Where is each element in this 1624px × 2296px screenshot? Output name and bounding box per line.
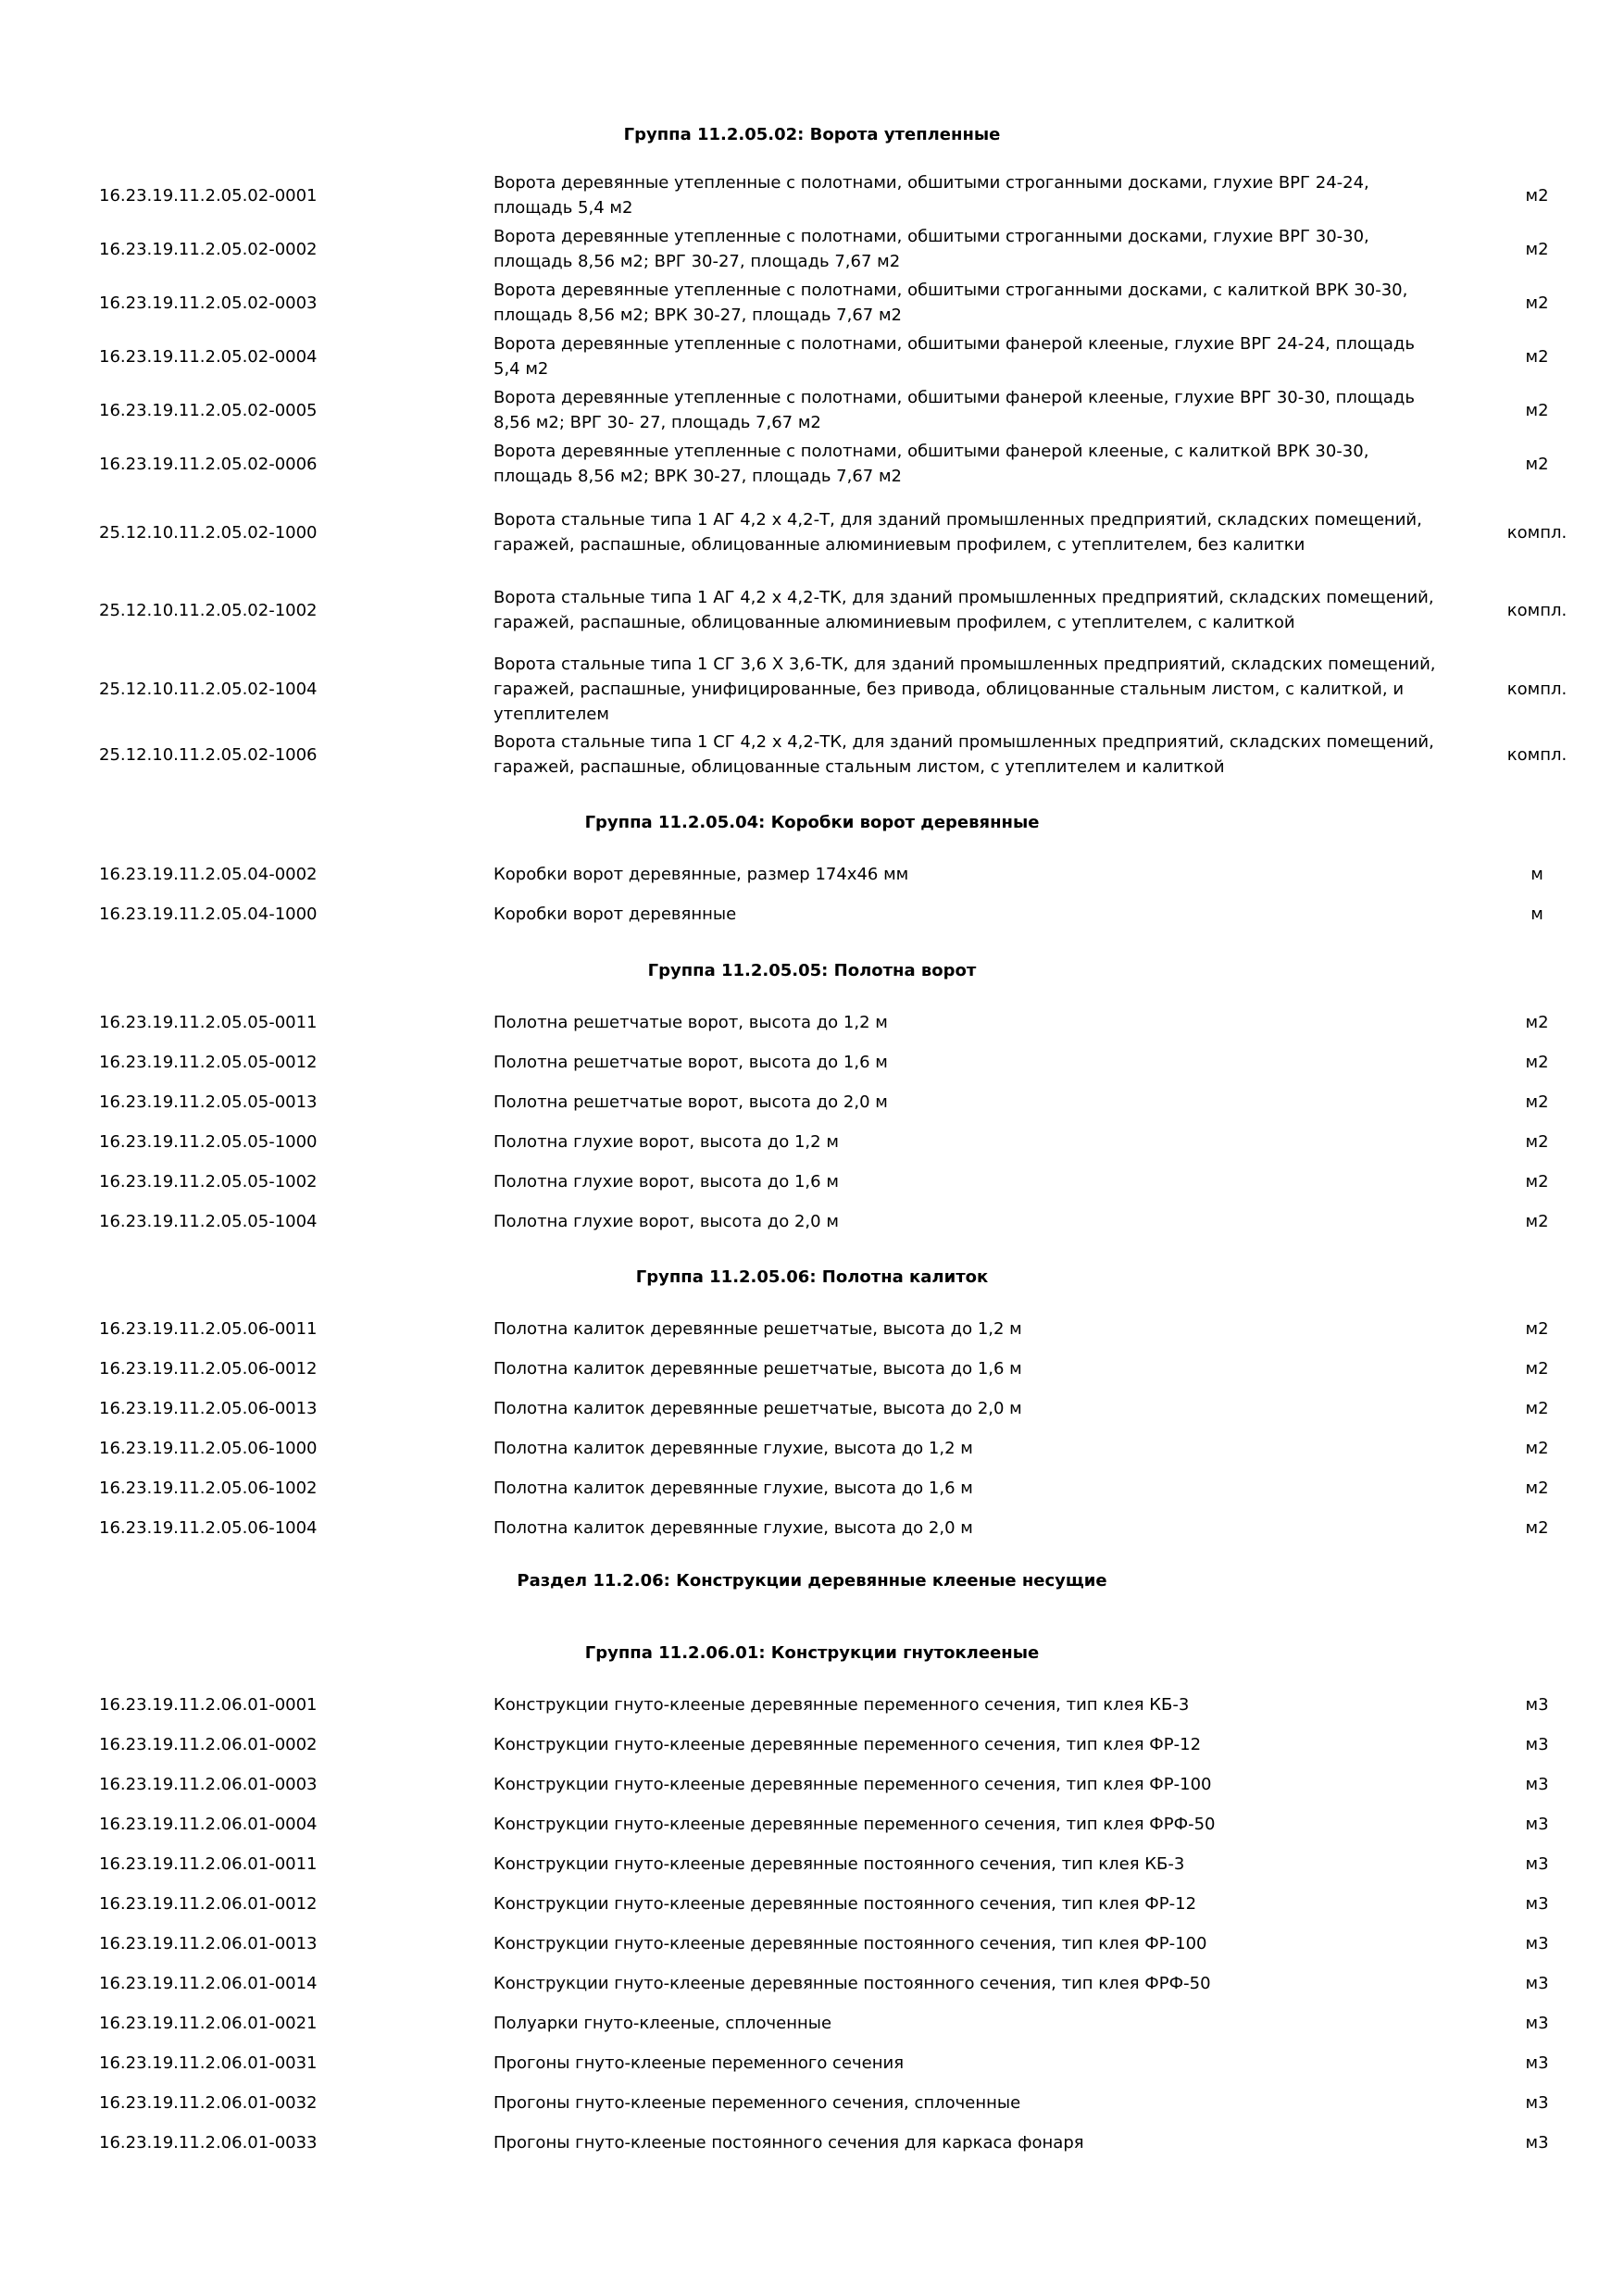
table-row	[0, 1207, 1624, 1235]
resource-code: 16.23.19.11.2.05.06-0013	[99, 1398, 318, 1418]
unit-of-measure: компл.	[1506, 600, 1568, 620]
unit-of-measure: м2	[1525, 1171, 1549, 1192]
resource-description: Конструкции гнуто-клееные деревянные постоянного сечения, тип клея ФР-12	[493, 1893, 1197, 1914]
resource-description: Конструкции гнуто-клееные деревянные переменного сечения, тип клея ФР-100	[493, 1774, 1212, 1794]
unit-of-measure: компл.	[1506, 679, 1568, 699]
table-row	[0, 1474, 1624, 1502]
resource-code: 16.23.19.11.2.05.06-0011	[99, 1318, 318, 1339]
unit-of-measure: м2	[1525, 1092, 1549, 1112]
resource-description: Прогоны гнуто-клееные переменного сечения, сплоченные	[493, 2092, 1021, 2113]
resource-description: Ворота деревянные утепленные с полотнами, обшитыми строганными досками, глухие ВРГ 24-24, площадь 5,4 м2	[493, 173, 1369, 218]
table-row	[0, 2128, 1624, 2156]
group-heading: Группа 11.2.06.01: Конструкции гнутоклееные	[584, 1643, 1040, 1663]
resource-code: 16.23.19.11.2.06.01-0012	[99, 1893, 318, 1914]
resource-code: 16.23.19.11.2.05.02-0002	[99, 239, 318, 259]
resource-code: 25.12.10.11.2.05.02-1002	[99, 600, 318, 620]
table-row	[0, 1167, 1624, 1195]
table-row	[0, 387, 1624, 433]
table-row	[0, 1128, 1624, 1155]
group-heading: Группа 11.2.05.06: Полотна калиток	[635, 1267, 989, 1287]
table-row	[0, 650, 1624, 728]
resource-code: 16.23.19.11.2.05.05-0012	[99, 1052, 318, 1072]
unit-of-measure: м3	[1525, 1694, 1549, 1715]
resource-description: Ворота деревянные утепленные с полотнами, обшитыми строганными досками, глухие ВРГ 30-30, площадь 8,56 м2; ВРГ 30-27, площадь 7,67 м2	[493, 227, 1369, 271]
resource-code: 16.23.19.11.2.06.01-0001	[99, 1694, 318, 1715]
unit-of-measure: м3	[1525, 2092, 1549, 2113]
unit-of-measure: м2	[1525, 239, 1549, 259]
unit-of-measure: м2	[1525, 1478, 1549, 1498]
resource-code: 16.23.19.11.2.05.05-1000	[99, 1131, 318, 1152]
table-row	[0, 1008, 1624, 1036]
resource-description: Прогоны гнуто-клееные постоянного сечения для каркаса фонаря	[493, 2132, 1084, 2152]
resource-description: Полотна глухие ворот, высота до 2,0 м	[493, 1211, 839, 1231]
resource-code: 16.23.19.11.2.06.01-0031	[99, 2053, 318, 2073]
table-row	[0, 1088, 1624, 1116]
resource-description: Ворота стальные типа 1 АГ 4,2 х 4,2-ТК, для зданий промышленных предприятий, складских помещений, гаражей, распашные, облицованные алюминиевым профилем, с утеплителем, с калиткой	[493, 588, 1434, 632]
unit-of-measure: компл.	[1506, 522, 1568, 543]
table-row	[0, 860, 1624, 888]
unit-of-measure: компл.	[1506, 744, 1568, 765]
table-row	[0, 572, 1624, 648]
unit-of-measure: м2	[1525, 1517, 1549, 1538]
unit-of-measure: м3	[1525, 1893, 1549, 1914]
unit-of-measure: м3	[1525, 1973, 1549, 1993]
resource-code: 16.23.19.11.2.05.02-0006	[99, 454, 318, 474]
resource-description: Ворота деревянные утепленные с полотнами, обшитыми фанерой клееные, глухие ВРГ 24-24, площадь 5,4 м2	[493, 334, 1415, 379]
resource-code: 16.23.19.11.2.05.05-0011	[99, 1012, 318, 1032]
section-heading: Раздел 11.2.06: Конструкции деревянные клееные несущие	[517, 1571, 1107, 1591]
resource-description: Полотна решетчатые ворот, высота до 2,0 м	[493, 1092, 888, 1112]
resource-code: 16.23.19.11.2.05.04-1000	[99, 904, 318, 924]
resource-description: Полотна калиток деревянные решетчатые, высота до 2,0 м	[493, 1398, 1022, 1418]
unit-of-measure: м2	[1525, 454, 1549, 474]
resource-code: 16.23.19.11.2.05.04-0002	[99, 864, 318, 884]
resource-description: Коробки ворот деревянные	[493, 904, 737, 924]
table-row	[0, 1394, 1624, 1422]
unit-of-measure: м2	[1525, 1052, 1549, 1072]
resource-description: Ворота стальные типа 1 СГ 3,6 Х 3,6-ТК, для зданий промышленных предприятий, складских помещений, гаражей, распашные, унифицированные, без привода, облицованные стальным листом, с калиткой, и утеплителем	[493, 654, 1436, 724]
unit-of-measure: м3	[1525, 1853, 1549, 1874]
resource-code: 16.23.19.11.2.06.01-0011	[99, 1853, 318, 1874]
resource-description: Полотна калиток деревянные глухие, высота до 2,0 м	[493, 1517, 973, 1538]
resource-description: Конструкции гнуто-клееные деревянные переменного сечения, тип клея КБ-3	[493, 1694, 1190, 1715]
unit-of-measure: м2	[1525, 1358, 1549, 1379]
resource-code: 16.23.19.11.2.05.02-0004	[99, 346, 318, 367]
table-row	[0, 1048, 1624, 1076]
resource-description: Полотна решетчатые ворот, высота до 1,6 м	[493, 1052, 888, 1072]
resource-code: 16.23.19.11.2.05.05-1004	[99, 1211, 318, 1231]
resource-code: 16.23.19.11.2.05.06-1004	[99, 1517, 318, 1538]
resource-code: 16.23.19.11.2.06.01-0013	[99, 1933, 318, 1953]
resource-code: 16.23.19.11.2.06.01-0004	[99, 1814, 318, 1834]
table-row	[0, 1929, 1624, 1957]
resource-code: 16.23.19.11.2.05.05-1002	[99, 1171, 318, 1192]
table-row	[0, 900, 1624, 928]
table-row	[0, 441, 1624, 487]
unit-of-measure: м2	[1525, 1131, 1549, 1152]
unit-of-measure: м2	[1525, 185, 1549, 206]
unit-of-measure: м2	[1525, 1211, 1549, 1231]
unit-of-measure: м2	[1525, 293, 1549, 313]
table-row	[0, 494, 1624, 570]
table-row	[0, 1770, 1624, 1798]
unit-of-measure: м3	[1525, 2053, 1549, 2073]
unit-of-measure: м3	[1525, 1734, 1549, 1754]
resource-description: Ворота деревянные утепленные с полотнами, обшитыми фанерой клееные, с калиткой ВРК 30-30, площадь 8,56 м2; ВРК 30-27, площадь 7,67 м2	[493, 442, 1369, 486]
table-row	[0, 1691, 1624, 1718]
unit-of-measure: м3	[1525, 1774, 1549, 1794]
unit-of-measure: м2	[1525, 1438, 1549, 1458]
resource-code: 16.23.19.11.2.05.06-1000	[99, 1438, 318, 1458]
unit-of-measure: м2	[1525, 346, 1549, 367]
resource-code: 16.23.19.11.2.06.01-0014	[99, 1973, 318, 1993]
group-heading: Группа 11.2.05.05: Полотна ворот	[647, 961, 977, 980]
unit-of-measure: м	[1530, 904, 1543, 924]
resource-code: 25.12.10.11.2.05.02-1006	[99, 744, 318, 765]
resource-description: Коробки ворот деревянные, размер 174х46 мм	[493, 864, 909, 884]
resource-code: 16.23.19.11.2.06.01-0003	[99, 1774, 318, 1794]
resource-description: Ворота деревянные утепленные с полотнами, обшитыми строганными досками, с калиткой ВРК 30-30, площадь 8,56 м2; ВРК 30-27, площадь 7,67 м2	[493, 281, 1408, 325]
unit-of-measure: м2	[1525, 1398, 1549, 1418]
resource-code: 16.23.19.11.2.06.01-0002	[99, 1734, 318, 1754]
resource-code: 16.23.19.11.2.05.02-0005	[99, 400, 318, 420]
resource-code: 16.23.19.11.2.05.02-0001	[99, 185, 318, 206]
resource-code: 16.23.19.11.2.05.05-0013	[99, 1092, 318, 1112]
unit-of-measure: м3	[1525, 1814, 1549, 1834]
resource-description: Полотна калиток деревянные глухие, высота до 1,6 м	[493, 1478, 973, 1498]
resource-description: Конструкции гнуто-клееные деревянные постоянного сечения, тип клея ФРФ-50	[493, 1973, 1211, 1993]
table-row	[0, 1315, 1624, 1342]
unit-of-measure: м2	[1525, 1318, 1549, 1339]
table-row	[0, 1890, 1624, 1917]
unit-of-measure: м3	[1525, 1933, 1549, 1953]
resource-code: 25.12.10.11.2.05.02-1000	[99, 522, 318, 543]
resource-code: 16.23.19.11.2.05.06-0012	[99, 1358, 318, 1379]
unit-of-measure: м3	[1525, 2013, 1549, 2033]
resource-description: Конструкции гнуто-клееные деревянные постоянного сечения, тип клея ФР-100	[493, 1933, 1207, 1953]
table-row	[0, 2089, 1624, 2116]
table-row	[0, 731, 1624, 778]
resource-description: Полотна решетчатые ворот, высота до 1,2 м	[493, 1012, 888, 1032]
table-row	[0, 1810, 1624, 1838]
resource-description: Полотна калиток деревянные решетчатые, высота до 1,2 м	[493, 1318, 1022, 1339]
resource-description: Полотна калиток деревянные глухие, высота до 1,2 м	[493, 1438, 973, 1458]
unit-of-measure: м2	[1525, 1012, 1549, 1032]
group-heading: Группа 11.2.05.02: Ворота утепленные	[623, 125, 1001, 144]
resource-description: Ворота деревянные утепленные с полотнами, обшитыми фанерой клееные, глухие ВРГ 30-30, площадь 8,56 м2; ВРГ 30- 27, площадь 7,67 м2	[493, 388, 1415, 432]
resource-code: 16.23.19.11.2.05.06-1002	[99, 1478, 318, 1498]
resource-description: Полотна глухие ворот, высота до 1,2 м	[493, 1131, 839, 1152]
resource-code: 16.23.19.11.2.06.01-0032	[99, 2092, 318, 2113]
unit-of-measure: м	[1530, 864, 1543, 884]
table-row	[0, 280, 1624, 326]
group-heading: Группа 11.2.05.04: Коробки ворот деревянные	[584, 813, 1040, 832]
resource-description: Полотна глухие ворот, высота до 1,6 м	[493, 1171, 839, 1192]
resource-code: 16.23.19.11.2.06.01-0021	[99, 2013, 318, 2033]
resource-code: 16.23.19.11.2.05.02-0003	[99, 293, 318, 313]
unit-of-measure: м2	[1525, 400, 1549, 420]
resource-description: Конструкции гнуто-клееные деревянные переменного сечения, тип клея ФР-12	[493, 1734, 1202, 1754]
table-row	[0, 1969, 1624, 1997]
table-row	[0, 2049, 1624, 2077]
resource-description: Ворота стальные типа 1 СГ 4,2 х 4,2-ТК, для зданий промышленных предприятий, складских помещений, гаражей, распашные, облицованные стальным листом, с утеплителем и калиткой	[493, 732, 1434, 777]
table-row	[0, 226, 1624, 272]
resource-description: Ворота стальные типа 1 АГ 4,2 х 4,2-Т, для зданий промышленных предприятий, складских помещений, гаражей, распашные, облицованные алюминиевым профилем, с утеплителем, без калитки	[493, 510, 1422, 555]
table-row	[0, 1514, 1624, 1541]
unit-of-measure: м3	[1525, 2132, 1549, 2152]
table-row	[0, 1850, 1624, 1878]
resource-code: 16.23.19.11.2.06.01-0033	[99, 2132, 318, 2152]
table-row	[0, 1434, 1624, 1462]
table-row	[0, 172, 1624, 218]
resource-description: Конструкции гнуто-клееные деревянные переменного сечения, тип клея ФРФ-50	[493, 1814, 1216, 1834]
resource-description: Конструкции гнуто-клееные деревянные постоянного сечения, тип клея КБ-3	[493, 1853, 1185, 1874]
resource-description: Полотна калиток деревянные решетчатые, высота до 1,6 м	[493, 1358, 1022, 1379]
resource-code: 25.12.10.11.2.05.02-1004	[99, 679, 318, 699]
resource-description: Полуарки гнуто-клееные, сплоченные	[493, 2013, 832, 2033]
table-row	[0, 1354, 1624, 1382]
table-row	[0, 333, 1624, 380]
resource-description: Прогоны гнуто-клееные переменного сечения	[493, 2053, 905, 2073]
table-row	[0, 1730, 1624, 1758]
table-row	[0, 2009, 1624, 2037]
